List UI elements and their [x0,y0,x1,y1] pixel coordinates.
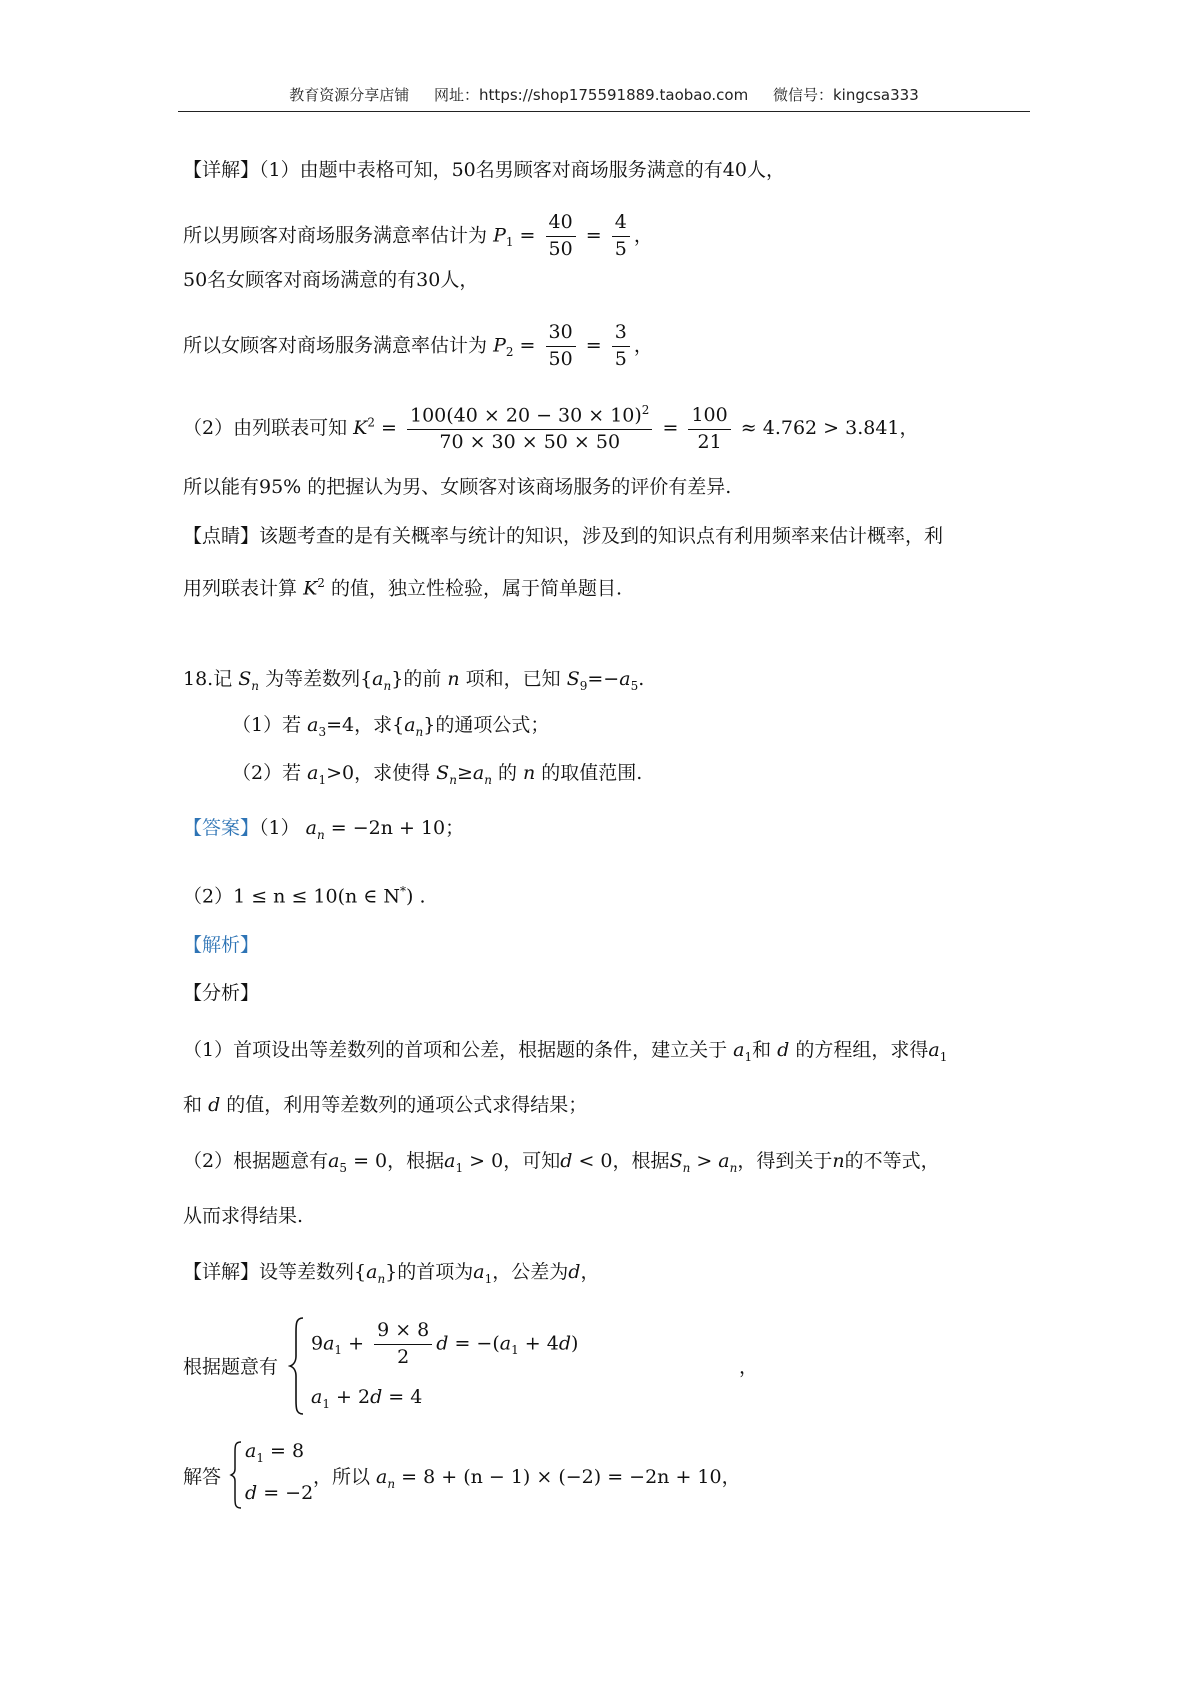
dianjing-line-2: 用列联表计算 $K^2$ 的值，独立性检验，属于简单题目. [183,576,622,600]
chi-square-fraction: $\frac{100(40 \times 20 - 30 \times 10)^2}{70 \times 30 \times 50 \times 50}$ [407,404,652,454]
equation-system: 根据题意有 $9a_1$ + $\frac{9 \times 8}{2}$ $d = -(a_1 + 4d)$ $a_1 + 2d = 4$ ， [183,1316,783,1416]
system-row-1: $9a_1$ + $\frac{9 \times 8}{2}$ $d = -(a_1 + 4d)$ [311,1319,579,1368]
analysis-line-1: （1）首项设出等差数列的首项和公差，根据题的条件，建立关于 $a_1$和 d 的方程组，求得$a_1$ [183,1039,948,1064]
fraction: $\frac{40}{50}$ [546,212,576,261]
dianjing-line-1: 【点睛】该题考查的是有关概率与统计的知识，涉及到的知识点有利用频率来估计概率，利 [183,525,944,547]
q18-part1: （1）若 $a_3=4$，求$\{a_n\}$的通项公式； [232,714,550,739]
general-term-result: ，所以 $a_n = 8 + (n - 1) \times (-2) = -2n + 10$， [313,1466,741,1491]
q18-part2: （2）若 $a_1>0$，求使得 $S_n\ge a_n$ 的 n 的取值范围. [232,762,643,787]
page-header [178,84,1030,112]
left-brace [288,1316,306,1416]
fraction: $\frac{3}{5}$ [612,322,630,371]
detail-line-1: 【详解】（1）由题中表格可知，50名男顾客对商场服务满意的有40人， [183,159,785,181]
answer-line-2: （2）1 ≤ n ≤ 10(n ∈ N*) . [183,884,426,908]
header-shop: 教育资源分享店铺 [289,86,410,104]
female-count-line: 50名女顾客对商场满意的有30人， [183,269,479,291]
analysis-line-4: 从而求得结果. [183,1205,304,1227]
fraction: $\frac{100}{21}$ [688,405,730,454]
chi-square-line: （2）由列联表可知 $K^2$ = $\frac{100(40 \times 20 - 30 \times 10)^2}{70 \times 30 \times 50 \times 50}$ = $\frac{100}{21}$ ≈ 4.762 > 3.841， [183,403,919,454]
solution-row-1: $a_1 = 8$ [245,1440,305,1465]
answer-tag: 【答案】 [183,817,260,839]
jiexi-tag: 【解析】 [183,934,260,956]
solution-system: 解答 $a_1 = 8$ d = −2 ，所以 $a_n = 8 + (n - 1) \times (-2) = -2n + 10$， [183,1440,883,1510]
analysis-line-3: （2）根据题意有$a_5 = 0$，根据$a_1 > 0$，可知d < 0，根据$S_n > a_n$，得到关于n的不等式， [183,1150,940,1175]
fenxi-tag: 【分析】 [183,982,260,1004]
header-url: 网址：https://shop175591889.taobao.com [434,86,749,104]
female-rate-line: 所以女顾客对商场服务满意率估计为 $P_2$ = $\frac{30}{50}$ = $\frac{3}{5}$ ， [183,321,653,370]
analysis-line-2: 和 d 的值，利用等差数列的通项公式求得结果； [183,1094,588,1116]
solution-row-2: d = −2 [245,1482,314,1504]
header-divider [178,111,1030,112]
answer-line-1: 【答案】（1） $a_n = -2n + 10$； [183,817,465,842]
fraction: $\frac{4}{5}$ [612,212,630,261]
q18-stem: 18.记 $S_n$ 为等差数列$\{a_n\}$的前 n 项和，已知 $S_9=-a_5$. [183,668,645,693]
left-brace [229,1440,243,1510]
fraction: $\frac{30}{50}$ [546,322,576,371]
conclusion-line: 所以能有95% 的把握认为男、女顾客对该商场服务的评价有差异. [183,476,732,498]
detail-setup-line: 【详解】设等差数列$\{a_n\}$的首项为$a_1$，公差为d， [183,1261,600,1286]
male-rate-line: 所以男顾客对商场服务满意率估计为 $P_1$ = $\frac{40}{50}$ = $\frac{4}{5}$ ， [183,211,653,260]
system-row-2: $a_1 + 2d = 4$ [311,1386,423,1411]
header-wechat: 微信号：kingcsa333 [772,86,919,104]
